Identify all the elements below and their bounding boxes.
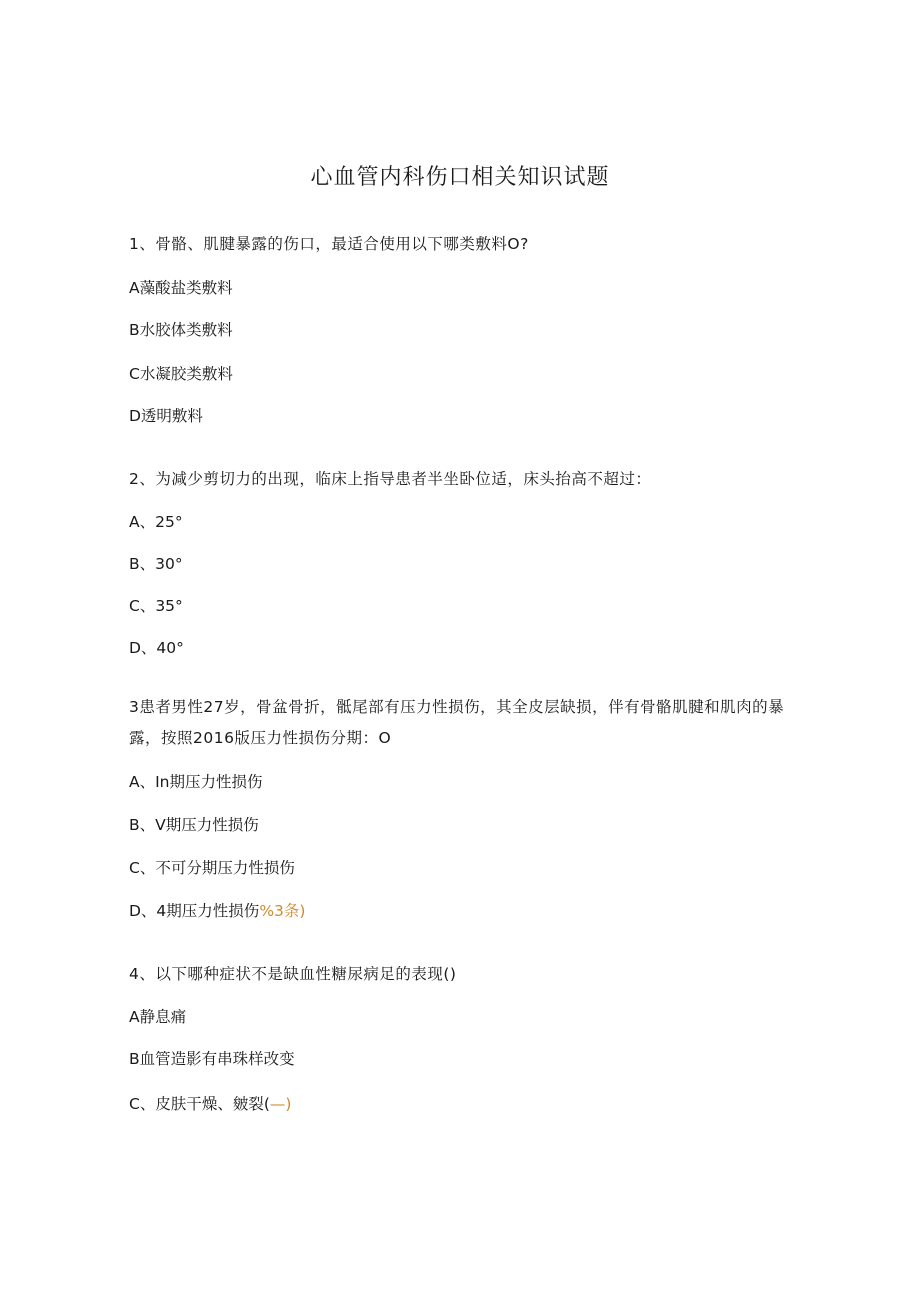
option-d: D透明敷料 bbox=[129, 407, 203, 425]
option-d: D、4期压力性损伤 bbox=[129, 902, 260, 920]
question-text: 3患者男性27岁，骨盆骨折，骶尾部有压力性损伤，其全皮层缺损，伴有骨骼肌腱和肌肉的暴露，按照2016版压力性损伤分期：O bbox=[129, 698, 785, 747]
question-text: 1、骨骼、肌腱暴露的伤口，最适合使用以下哪类敷料O? bbox=[129, 235, 529, 253]
option-b: B水胶体类敷料 bbox=[129, 321, 233, 339]
option-b: B血管造影有串珠样改变 bbox=[129, 1050, 295, 1068]
option-annotation: %3条) bbox=[259, 902, 306, 920]
option-b: B、30° bbox=[129, 555, 183, 573]
option-d: D、40° bbox=[129, 639, 184, 657]
option-c: C水凝胶类敷料 bbox=[129, 365, 233, 383]
option-c: C、不可分期压力性损伤 bbox=[129, 859, 295, 877]
option-b: B、V期压力性损伤 bbox=[129, 816, 259, 834]
option-d-row bbox=[129, 901, 305, 921]
option-a: A静息痛 bbox=[129, 1008, 187, 1026]
option-a: A藻酸盐类敷料 bbox=[129, 279, 233, 297]
question-text: 4、以下哪种症状不是缺血性糖尿病足的表现() bbox=[129, 965, 457, 983]
option-a: A、25° bbox=[129, 513, 183, 531]
page-title: 心血管内科伤口相关知识试题 bbox=[310, 165, 610, 190]
option-a: A、In期压力性损伤 bbox=[129, 773, 263, 791]
question-text: 2、为减少剪切力的出现，临床上指导患者半坐卧位适，床头抬高不超过： bbox=[129, 470, 652, 488]
option-c: C、皮肤干燥、皴裂( bbox=[129, 1095, 270, 1113]
option-c: C、35° bbox=[129, 597, 183, 615]
option-annotation: —) bbox=[269, 1095, 292, 1113]
option-c-row bbox=[129, 1094, 291, 1114]
